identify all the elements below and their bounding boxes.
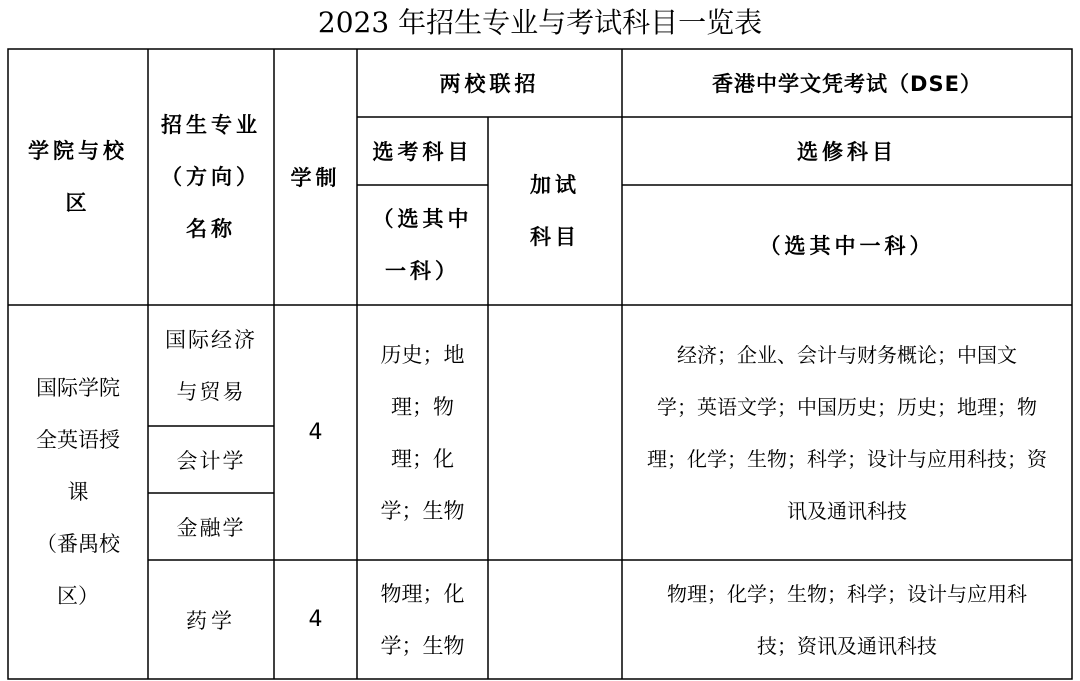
major-cell-trade: 国际经济 与贸易: [165, 327, 257, 404]
extra-cell-group2: [488, 560, 622, 679]
page-title: 2023 年招生专业与考试科目一览表: [317, 6, 763, 39]
header-duration: 学制: [290, 166, 341, 190]
extra-cell-group1: [488, 305, 622, 560]
major-cell-accounting: 会计学: [176, 448, 246, 473]
major-cell-finance: 金融学: [176, 515, 246, 540]
header-elective-note: （选其中 一科）: [372, 207, 473, 283]
header-dse-elective: 选修科目: [797, 140, 897, 164]
major-cell-pharmacy: 药学: [186, 608, 236, 633]
college-cell: 国际学院 全英语授 课 （番禺校 区）: [36, 376, 120, 608]
header-extra-subject: 加试 科目: [530, 173, 580, 249]
header-dse: 香港中学文凭考试（DSE）: [712, 72, 982, 96]
header-college: 学院与校 区: [28, 139, 128, 215]
duration-cell-group2: 4: [308, 607, 323, 632]
duration-cell-group1: 4: [308, 420, 323, 445]
exam-cell-group2: 物理；化 学；生物: [380, 581, 465, 658]
header-elective-exam: 选考科目: [372, 140, 473, 164]
header-joint: 两校联招: [439, 72, 540, 96]
dse-cell-group1: 经济；企业、会计与财务概论；中国文 学；英语文学；中国历史；历史；地理；物 理；化学；生物；科学；设计与应用科技；资 讯及通讯科技: [647, 342, 1047, 523]
dse-cell-group2: 物理；化学；生物；科学；设计与应用科 技；资讯及通讯科技: [667, 581, 1027, 658]
header-major: 招生专业 （方向） 名称: [161, 113, 261, 241]
exam-cell-group1: 历史；地 理；物 理；化 学；生物: [380, 342, 465, 523]
header-dse-note: （选其中一科）: [759, 234, 935, 258]
